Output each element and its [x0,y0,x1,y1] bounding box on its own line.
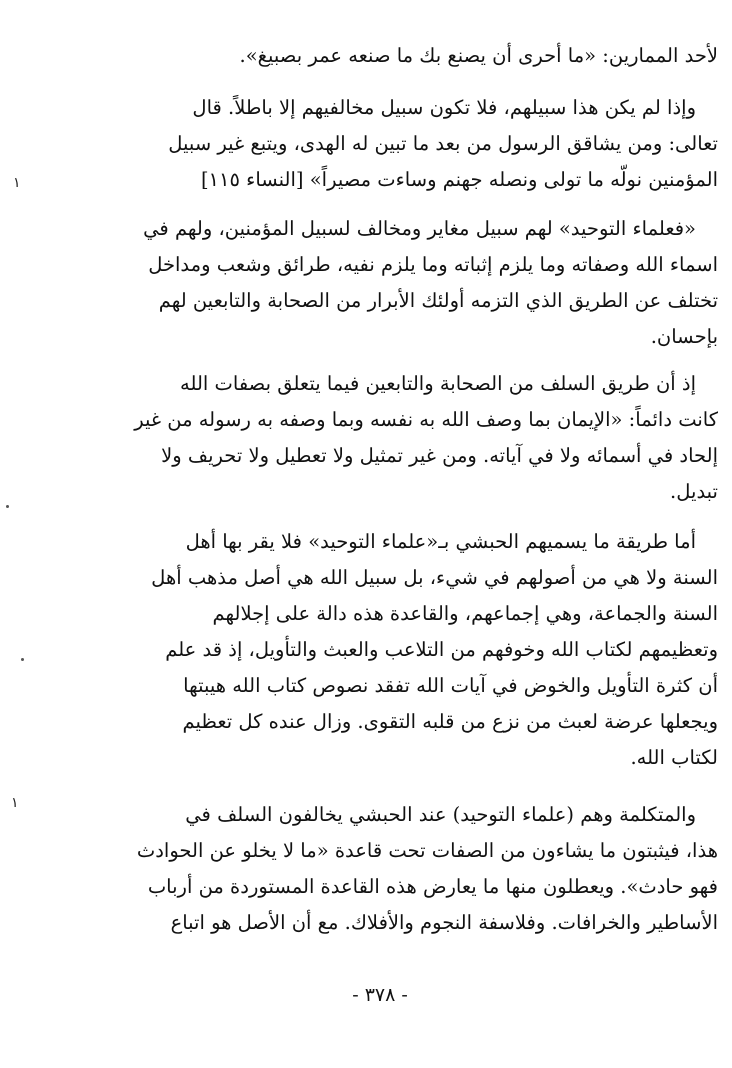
text-line: بإحسان. [650,325,718,348]
text-line: فهو حادث». ويعطلون منها ما يعارض هذه القاعدة المستوردة من أرباب [147,875,718,898]
scan-speck [21,658,24,661]
text-line: تبديل. [670,480,718,503]
page-number: - ٣٧٨ - [352,984,408,1006]
text-line: إلحاد في أسمائه ولا في آياته. ومن غير تمثيل ولا تعطيل ولا تحريف ولا [161,444,718,467]
text-line: السنة والجماعة، وهي إجماعهم، والقاعدة هذه دالة على إجلالهم [212,602,718,625]
text-line: المؤمنين نولّه ما تولى ونصله جهنم وساءت مصيراً» [النساء ١١٥] [200,168,718,191]
paragraph-2 [96,90,718,198]
text-line: كانت دائماً: «الإيمان بما وصف الله به نفسه وبما وصفه به رسوله من غير [134,408,718,431]
text-line: هذا، فيثبتون ما يشاءون من الصفات تحت قاعدة «ما لا يخلو عن الحوادث [136,839,718,862]
text-line: وإذا لم يكن هذا سبيلهم، فلا تكون سبيل مخالفيهم إلا باطلاً. قال [192,96,696,119]
paragraph-4 [96,366,718,510]
paragraph-5 [96,524,718,776]
text-line: السنة ولا هي من أصولهم في شيء، بل سبيل الله هي أصل مذهب أهل [151,566,718,589]
text-line: إذ أن طريق السلف من الصحابة والتابعين فيما يتعلق بصفات الله [180,372,696,395]
scan-speck [6,505,9,508]
text-line: تعالى: ومن يشاقق الرسول من بعد ما تبين له الهدى، ويتبع غير سبيل [168,132,718,155]
text-line: «فعلماء التوحيد» لهم سبيل مغاير ومخالف لسبيل المؤمنين، ولهم في [143,217,696,240]
text-line: أما طريقة ما يسميهم الحبشي بـ«علماء التوحيد» فلا يقر بها أهل [185,530,696,553]
text-line: والمتكلمة وهم (علماء التوحيد) عند الحبشي يخالفون السلف في [185,803,696,826]
text-line: اسماء الله وصفاته وما يلزم إثباته وما يلزم نفيه، طرائق وشعب ومداخل [148,253,718,276]
paragraph-1 [96,38,718,74]
text-line: الأساطير والخرافات. وفلاسفة النجوم والأفلاك. مع أن الأصل هو اتباع [170,911,718,934]
text-line: أن كثرة التأويل والخوض في آيات الله تفقد نصوص كتاب الله هيبتها [183,674,718,697]
margin-mark: ١ [13,175,21,191]
text-line: تختلف عن الطريق الذي التزمه أولئك الأبرار من الصحابة والتابعين لهم [158,289,718,312]
text-line: لأحد الممارين: «ما أحرى أن يصنع بك ما صنعه عمر بصبيغ». [239,44,718,67]
text-line: وتعظيمهم لكتاب الله وخوفهم من التلاعب والعبث والتأويل، إذ قد علم [165,638,718,661]
text-line: لكتاب الله. [630,746,718,769]
paragraph-6 [96,797,718,941]
paragraph-3 [96,211,718,355]
text-line: ويجعلها عرضة لعبث من نزع من قلبه التقوى. وزال عنده كل تعظيم [182,710,718,733]
margin-mark: ١ [11,795,19,811]
